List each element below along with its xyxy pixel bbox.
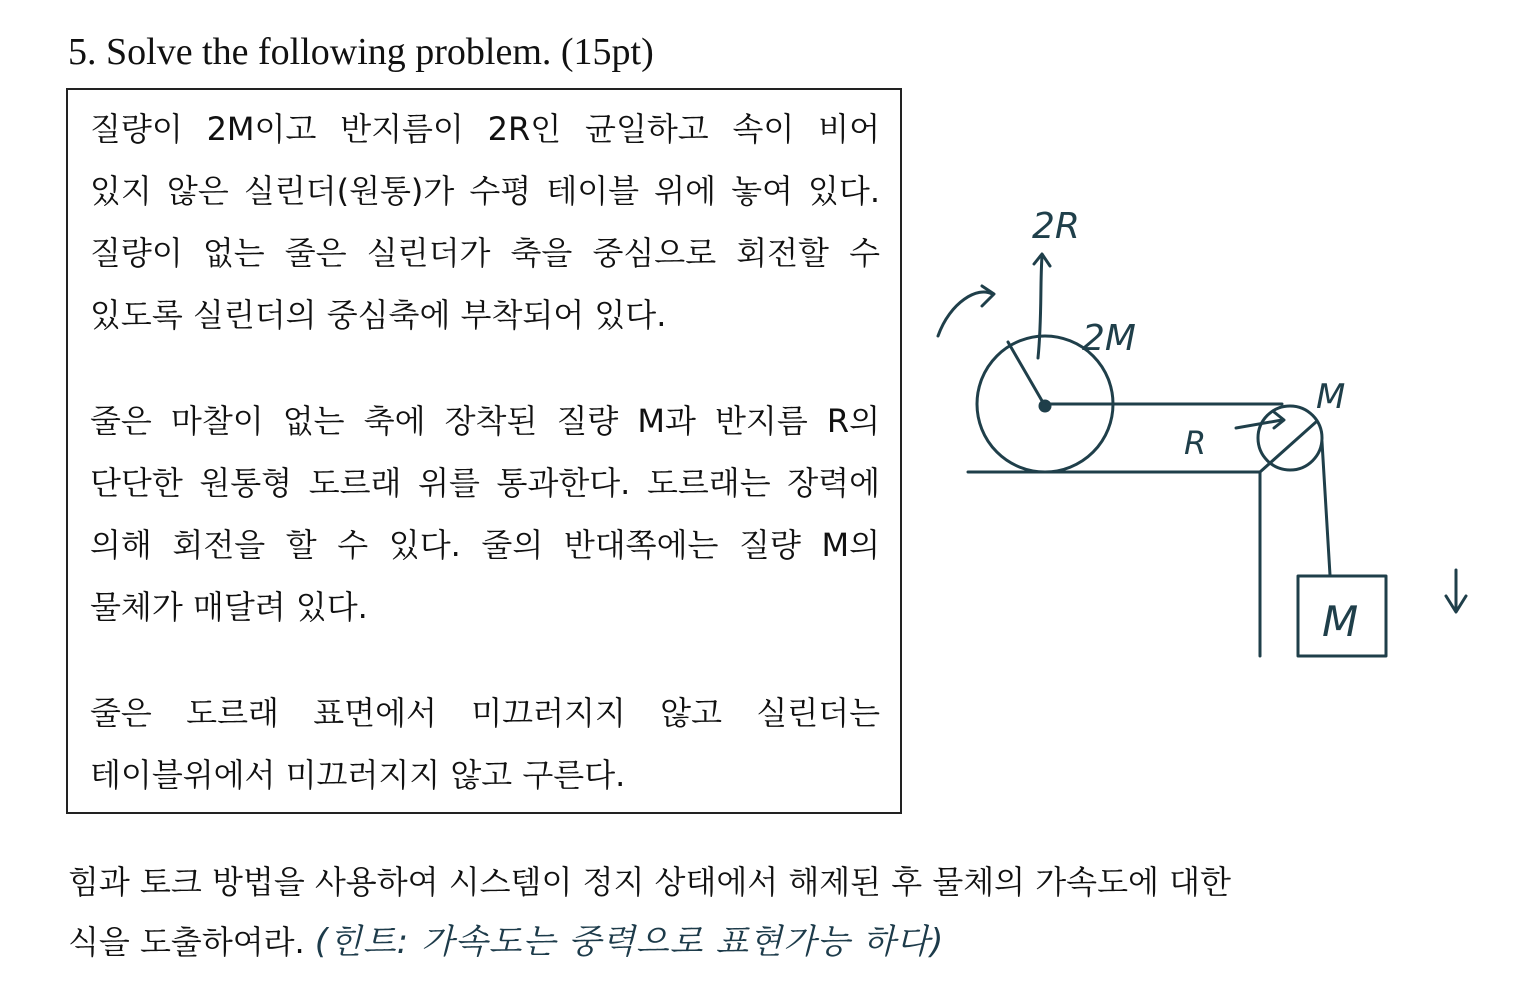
text-line: 단단한 원통형 도르래 위를 통과한다. 도르래는 장력에 (90, 464, 880, 502)
text-line: 질량이 2M이고 반지름이 2R인 균일하고 속이 비어 (90, 110, 880, 148)
rotation-arrow (938, 292, 992, 336)
pulley-radius-label: R (1184, 424, 1207, 462)
text-line: 테이블위에서 미끄러지지 않고 구른다. (90, 756, 626, 794)
text-line: 질량이 없는 줄은 실린더가 축을 중심으로 회전할 수 (90, 234, 880, 272)
cylinder-radius-label: 2R (1032, 206, 1080, 247)
text-line: 줄은 도르래 표면에서 미끄러지지 않고 실린더는 (90, 694, 880, 732)
pulley (1258, 406, 1322, 470)
text-line: 있도록 실린더의 중심축에 부착되어 있다. (90, 296, 667, 334)
paragraph-no-slip (90, 682, 880, 806)
instruction-line-1: 힘과 토크 방법을 사용하여 시스템이 정지 상태에서 해제된 후 물체의 가속도에 대한 (68, 863, 1231, 901)
instruction-line-2-text: 식을 도출하여라. (68, 923, 305, 961)
radius-label-arrow (1038, 256, 1042, 358)
text-line: 물체가 매달려 있다. (90, 588, 368, 626)
pulley-mass-label: M (1316, 377, 1346, 417)
question-instruction (68, 852, 1231, 972)
handwritten-hint: (힌트: 가속도는 중력으로 표현가능 하다) (314, 922, 945, 962)
physics-diagram (920, 190, 1480, 680)
paragraph-pulley (90, 390, 880, 638)
paragraph-cylinder (90, 98, 880, 346)
text-line: 의해 회전을 할 수 있다. 줄의 반대쪽에는 질량 M의 (90, 526, 880, 564)
text-line: 있지 않은 실린더(원통)가 수평 테이블 위에 놓여 있다. (90, 172, 880, 210)
problem-statement-box (66, 88, 902, 814)
instruction-line-2 (68, 912, 1231, 972)
text-line: 줄은 마찰이 없는 축에 장착된 질량 M과 반지름 R의 (90, 402, 880, 440)
string-vertical (1322, 442, 1330, 575)
block-mass-label: M (1322, 597, 1359, 646)
cylinder-mass-label: 2M (1082, 318, 1136, 359)
problem-heading: 5. Solve the following problem. (15pt) (68, 31, 654, 73)
